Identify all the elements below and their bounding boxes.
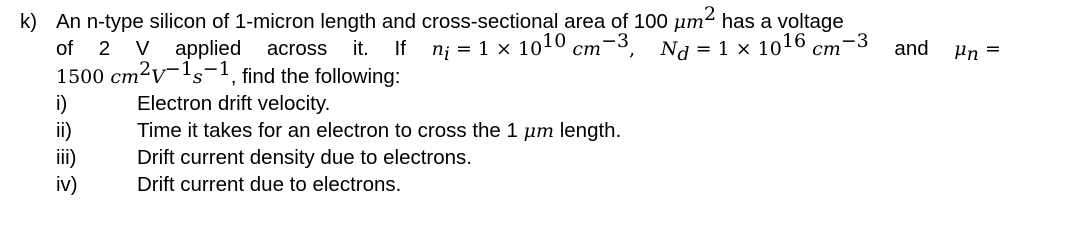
item-number: i): [56, 92, 68, 115]
mu-expression: $\mu_n$ =: [954, 38, 1001, 66]
problem-line-3: 1500 $cm^2V^{-1}s^{-1}$, find the following:: [56, 58, 401, 88]
word-of: of: [56, 37, 74, 60]
problem-line-2: [56, 30, 1001, 66]
item-number: iii): [56, 146, 77, 169]
item-unit: μm: [523, 120, 555, 142]
line1-text: An n-type silicon of 1-micron length and cross-sectional area of 100: [56, 10, 674, 33]
item-number: iv): [56, 173, 78, 196]
nd-expression: $N_d = 1 \times 10^{16}$ $cm^{-3}$: [660, 30, 869, 66]
mobility-value: 1500: [56, 66, 111, 88]
problem-label: k): [20, 10, 38, 33]
word-and: and: [894, 37, 929, 60]
list-item: [20, 90, 1060, 117]
ni-expression: $n_i = 1 \times 10^{10}$ $cm^{-3}$,: [431, 30, 636, 66]
word-if: If: [394, 37, 406, 60]
item-text: Time it takes for an electron to cross the 1: [137, 119, 524, 142]
problem-block: [20, 3, 1060, 198]
mobility-unit-v: V: [151, 66, 165, 88]
word-across: across: [266, 37, 328, 60]
line3-tail: , find the following:: [230, 65, 401, 88]
area-unit: μm: [673, 11, 704, 33]
item-text: Drift current due to electrons.: [137, 173, 402, 196]
item-number: ii): [56, 119, 72, 142]
item-text: Drift current density due to electrons.: [137, 146, 472, 169]
mobility-unit-s: s: [192, 66, 203, 88]
item-text-post: length.: [554, 119, 622, 142]
problem-line-1: [20, 3, 1060, 35]
list-item: [20, 171, 1060, 198]
item-text: Electron drift velocity.: [137, 92, 331, 115]
list-item: [20, 144, 1060, 171]
word-it: it.: [352, 37, 369, 60]
list-item: [20, 117, 1060, 144]
line1-tail: has a voltage: [716, 10, 844, 33]
word-v: V: [135, 37, 150, 60]
word-applied: applied: [175, 37, 242, 60]
area-exp: 2: [703, 3, 717, 26]
mobility-unit-cm: cm: [110, 66, 140, 88]
word-2: 2: [98, 37, 111, 60]
